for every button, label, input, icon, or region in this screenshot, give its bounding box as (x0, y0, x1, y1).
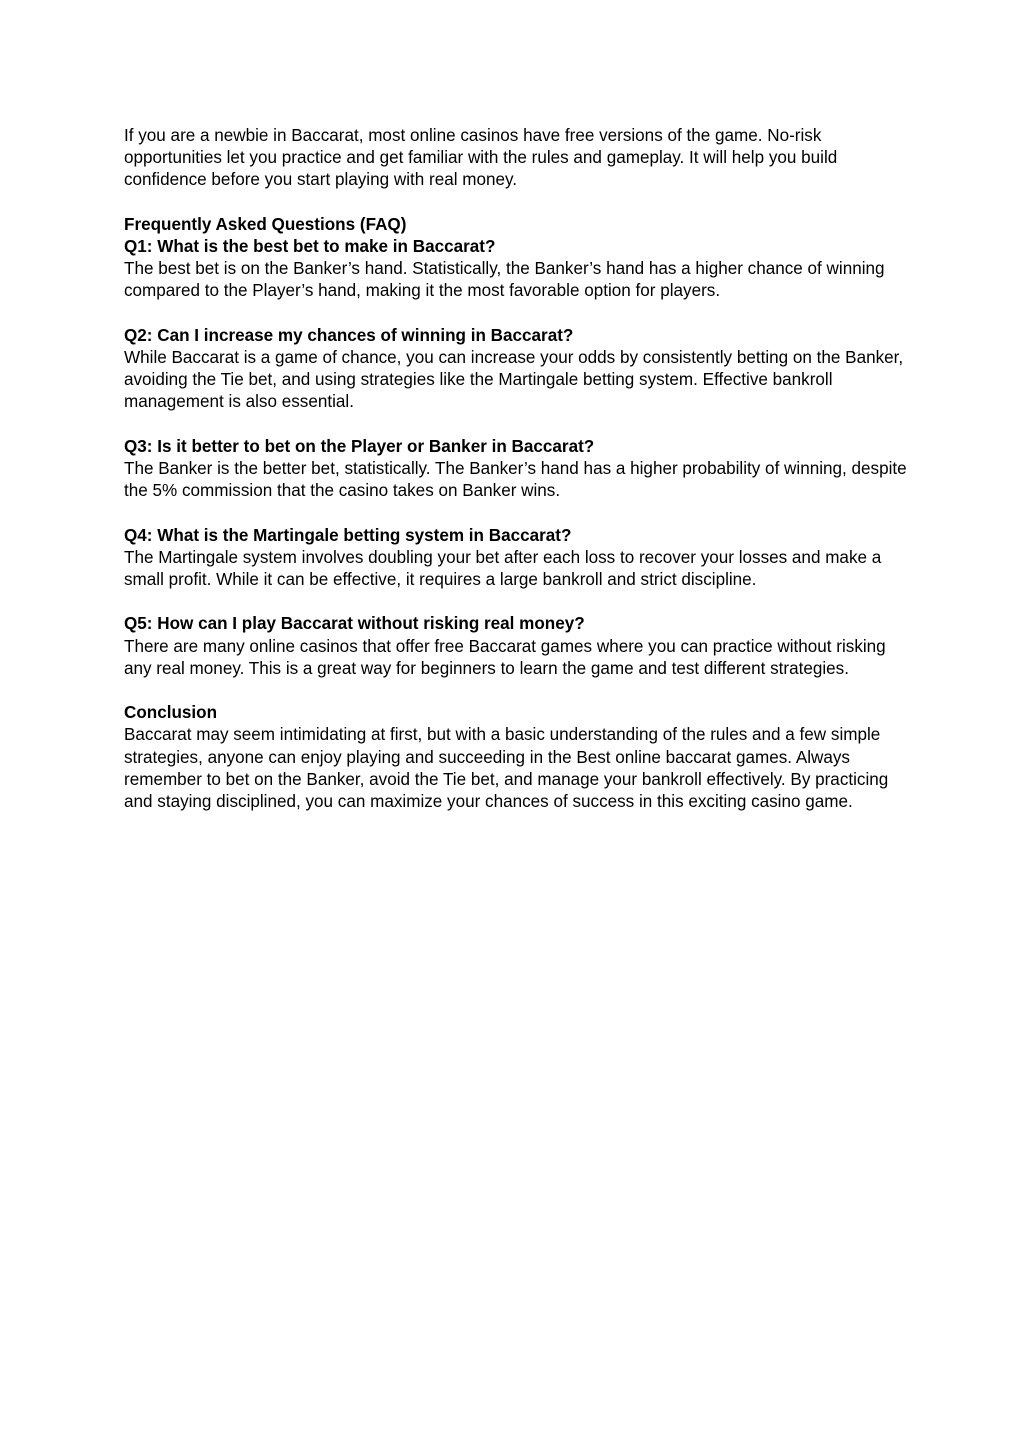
paragraph-spacer (124, 591, 914, 613)
faq-answer-5: There are many online casinos that offer free Baccarat games where you can practice without risking any real money. This is a great way for beginners to learn the game and test different strategies. (124, 636, 886, 678)
paragraph-spacer (124, 502, 914, 524)
faq-question-4: Q4: What is the Martingale betting system in Baccarat? (124, 525, 572, 545)
conclusion-heading: Conclusion (124, 703, 218, 723)
faq-question-2: Q2: Can I increase my chances of winning in Baccarat? (124, 325, 574, 345)
paragraph-spacer (124, 680, 914, 702)
paragraph-spacer (124, 192, 914, 214)
paragraph-spacer (124, 414, 914, 436)
faq-answer-4: The Martingale system involves doubling your bet after each loss to recover your losses and make a small profit. While it can be effective, it requires a large bankroll and strict discipline. (124, 547, 882, 589)
faq-question-5: Q5: How can I play Baccarat without risking real money? (124, 614, 585, 634)
faq-question-3: Q3: Is it better to bet on the Player or Banker in Baccarat? (124, 436, 595, 456)
intro-paragraph: If you are a newbie in Baccarat, most online casinos have free versions of the game. No-risk opportunities let you practice and get familiar with the rules and gameplay. It will help you build confidence before you start playing with real money. (124, 126, 838, 190)
faq-heading: Frequently Asked Questions (FAQ) (124, 214, 407, 234)
faq-answer-1: The best bet is on the Banker’s hand. Statistically, the Banker’s hand has a higher chance of winning compared to the Player’s hand, making it the most favorable option for players. (124, 259, 885, 301)
document-body (124, 125, 914, 813)
faq-question-1: Q1: What is the best bet to make in Baccarat? (124, 237, 496, 256)
paragraph-spacer (124, 303, 914, 325)
faq-answer-2: While Baccarat is a game of chance, you can increase your odds by consistently betting on the Banker, avoiding the Tie bet, and using strategies like the Martingale betting system. Effective bankroll management is also essential. (124, 348, 904, 412)
faq-answer-3: The Banker is the better bet, statistically. The Banker’s hand has a higher probability of winning, despite the 5% commission that the casino takes on Banker wins. (124, 459, 907, 501)
conclusion-paragraph: Baccarat may seem intimidating at first, but with a basic understanding of the rules and a few simple strategies, anyone can enjoy playing and succeeding in the Best online baccarat games. Always remember to bet on the Banker, avoid the Tie bet, and manage your bankroll effectively. By practicing and staying disciplined, you can maximize your chances of success in this exciting casino game. (124, 725, 889, 811)
